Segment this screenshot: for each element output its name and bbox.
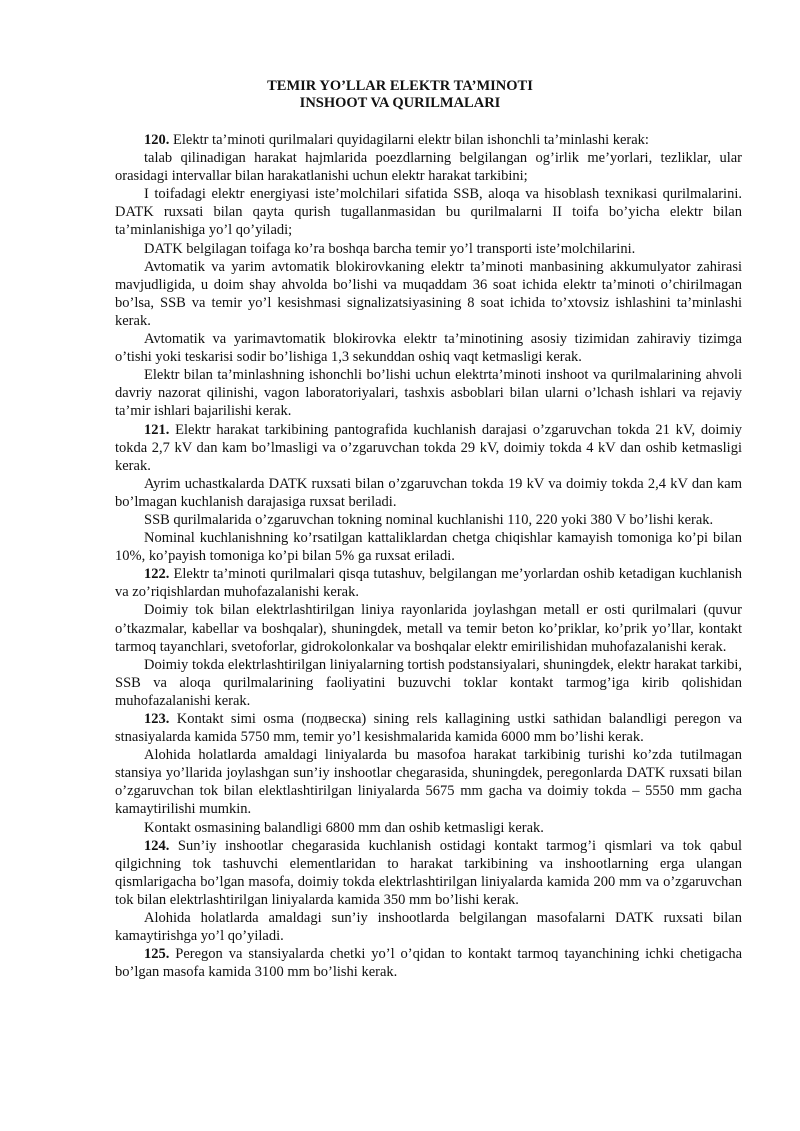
section-number: 123. <box>144 711 170 727</box>
paragraph-text: Doimiy tok bilan elektrlashtirilgan liniya rayonlarida joylashgan metall er osti qurilmalari (quvur o’tkazmalar, kabellar va boshqalar), shuningdek, metall va temir beton ko’priklar, ko’prik yo’llar, kontakt tarmoq tayanchlari, svetoforlar, gidrokolonkalar va boshqalar elektr emirilishidan muhofazalanishi kerak. <box>115 602 742 655</box>
section-number: 122. <box>144 566 170 583</box>
section-number: 121. <box>144 421 170 438</box>
paragraph <box>115 240 742 258</box>
paragraph-text: Elektr ta’minoti qurilmalari qisqa tutashuv, belgilangan me’yorlardan oshib ketadigan kuchlanish va zo’riqishlardan muhofazalanishi kerak. <box>115 566 742 601</box>
paragraph-text: Ayrim uchastkalarda DATK ruxsati bilan o’zgaruvchan tokda 19 kV va doimiy tokda 2,4 kV dan kam bo’lmagan kuchlanish darajasiga ruxsat beriladi. <box>115 475 742 510</box>
paragraph-text: Kontakt osmasining balandligi 6800 mm dan oshib ketmasligi kerak. <box>144 819 544 836</box>
paragraph-text: Alohida holatlarda amaldagi sun’iy inshootlarda belgilangan masofalarni DATK ruxsati bilan kamaytirishga yo’l qo’yiladi. <box>115 910 742 945</box>
paragraph <box>115 746 742 818</box>
paragraph-text: SSB qurilmalarida o’zgaruvchan tokning nominal kuchlanishi 110, 220 yoki 380 V bo’lishi kerak. <box>144 511 714 528</box>
paragraph <box>115 421 742 475</box>
paragraph <box>115 149 742 185</box>
paragraph <box>115 710 742 746</box>
paragraph <box>115 330 742 366</box>
paragraph <box>115 366 742 420</box>
paragraph <box>115 656 742 710</box>
paragraph <box>115 837 742 909</box>
paragraph-text: Elektr bilan ta’minlashning ishonchli bo’lishi uchun elektrta’minoti inshoot va qurilmalarining ahvoli davriy nazorat qilinishi, vagon laboratoriyalari, tashxis asboblari bilan ularni o’lchash ishlari va rejaviy ta’mir ishlari bajarilishi kerak. <box>115 367 742 420</box>
paragraph-text: Doimiy tokda elektrlashtirilgan liniyalarning tortish podstansiyalari, shuningdek, elektr harakat tarkibi, SSB va aloqa qurilmalarining faoliyatini buzuvchi toklar kontakt tarmog’iga kirib qolishidan muhofazalanishi kerak. <box>115 656 742 709</box>
paragraph-text: Elektr harakat tarkibining pantografida kuchlanish darajasi o’zgaruvchan tokda 21 kV, doimiy tokda 2,7 kV dan kam bo’lmasligi va o’zgaruvchan tokda 29 kV, doimiy tokda 4 kV dan oshib ketmasligi kerak. <box>115 421 742 474</box>
paragraph <box>115 909 742 945</box>
paragraph <box>115 819 742 837</box>
document-title <box>0 78 800 112</box>
paragraph-text: Elektr ta’minoti qurilmalari quyidagilarni elektr bilan ishonchli ta’minlashi kerak: <box>173 132 649 148</box>
section-number: 124. <box>144 837 170 854</box>
section-number: 125. <box>144 946 170 963</box>
paragraph-text: talab qilinadigan harakat hajmlarida poezdlarning belgilangan og’irlik me’yorlari, tezliklar, ular orasidagi intervallar bilan harakatlanishi uchun elektr harakat tarkibini; <box>115 150 742 185</box>
paragraph <box>115 258 742 330</box>
section-number: 120. <box>144 132 170 148</box>
paragraph <box>115 565 742 601</box>
paragraph <box>115 601 742 655</box>
paragraph-text: Sun’iy inshootlar chegarasida kuchlanish ostidagi kontakt tarmog’i qismlari va tok qabul qilgichning tok tashuvchi elementlaridan to harakat tarkibining va inshootlarning erga ulangan qismlarigacha bo’lgan masofa, doimiy tokda elektrlashtirilgan liniyalarda kamida 200 mm va o’zgaruvchan tok bilan elektrlashtirilgan liniyalarda kamida 350 mm bo’lishi kerak. <box>115 837 743 908</box>
paragraph <box>115 131 742 149</box>
paragraph-text: Avtomatik va yarimavtomatik blokirovka elektr ta’minotining asosiy tizimidan zahiraviy tizimga o’tishi yoki teskarisi sodir bo’lishiga 1,3 sekunddan oshiq vaqt ketmasligi kerak. <box>115 331 742 366</box>
paragraph <box>115 511 742 529</box>
title-line-1: TEMIR YO’LLAR ELEKTR TA’MINOTI <box>267 78 533 94</box>
paragraph <box>115 185 742 239</box>
paragraph-text: Alohida holatlarda amaldagi liniyalarda bu masofoa harakat tarkibinig turishi ko’zda tutilmagan stansiya yo’llarida joylashgan sun’iy inshootlar chegarasida, shuningdek, peregonlarda DATK ruxsati bilan o’zgaruvchan tok bilan elektlashtirilgan liniyalarda 5675 mm gacha va doimiy tokda – 5550 mm gacha kamaytirilishi mumkin. <box>115 747 742 818</box>
paragraph-text: I toifadagi elektr energiyasi iste’molchilari sifatida SSB, aloqa va hisoblash texnikasi qurilmalarini. DATK ruxsati bilan qayta qurish tugallanmasidan bu qurilmalarni II toifa bo’yicha elektr bilan ta’minlanishiga yo’l qo’yiladi; <box>115 186 742 239</box>
paragraph-text: Nominal kuchlanishning ko’rsatilgan kattaliklardan chetga chiqishlar kamayish tomoniga ko’pi bilan 10%, ko’payish tomoniga ko’pi bilan 5% ga ruxsat eriladi. <box>115 530 742 565</box>
paragraph-text: Kontakt simi osma (подвеска) sining rels kallagining ustki sathidan balandligi peregon va stnasiyalarda kamida 5750 mm, temir yo’l kesishmalarida kamida 6000 mm bo’lishi kerak. <box>115 711 743 746</box>
paragraph <box>115 945 742 981</box>
paragraph-text: Peregon va stansiyalarda chetki yo’l o’qidan to kontakt tarmoq tayanchining ichki chetigacha bo’lgan masofa kamida 3100 mm bo’lishi kerak. <box>115 946 743 981</box>
paragraph <box>115 529 742 565</box>
paragraph-text: DATK belgilagan toifaga ko’ra boshqa barcha temir yo’l transporti iste’molchilarini. <box>144 240 636 257</box>
title-line-2: INSHOOT VA QURILMALARI <box>299 95 501 111</box>
paragraph <box>115 475 742 511</box>
document-body <box>115 131 742 981</box>
paragraph-text: Avtomatik va yarim avtomatik blokirovkaning elektr ta’minoti manbasining akkumulyator zahirasi mavjudligida, u doim shay ahvolda bo’lishi va muqaddam 36 soat ichida elektr ta’minoti o’chirilmagan bo’lsa, SSB va temir yo’l kesishmasi signalizatsiyasining 8 soat ichida to’xtovsiz ishlashini ta’minlashi kerak. <box>115 258 742 329</box>
